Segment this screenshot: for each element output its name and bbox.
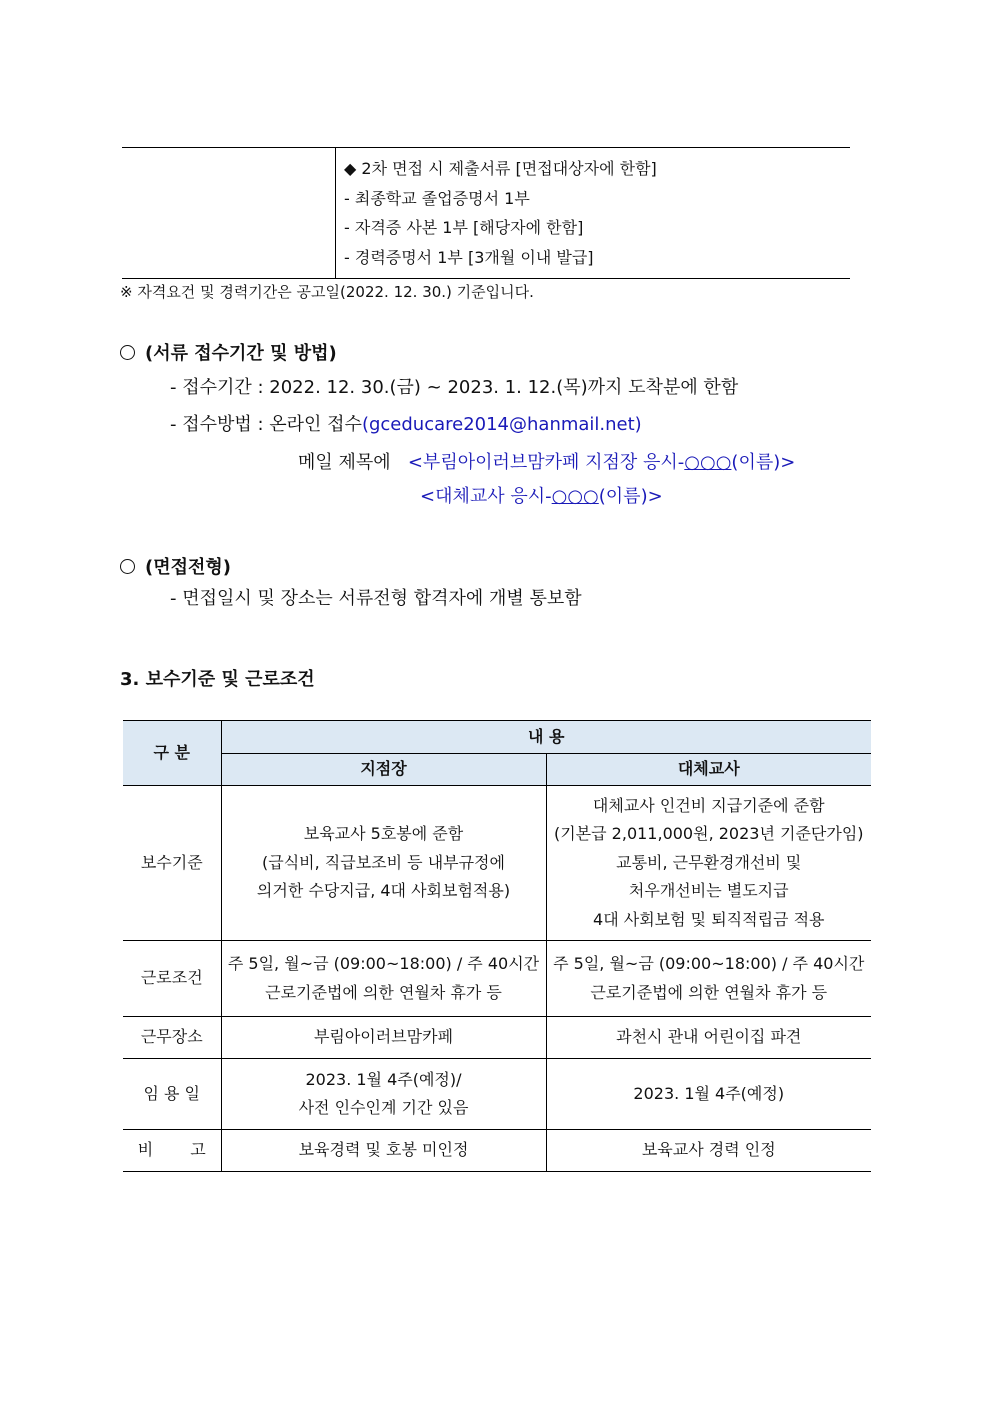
doc-line: - 자격증 사본 1부 [해당자에 한함]: [344, 218, 584, 237]
row-label: 근로조건: [123, 941, 221, 1017]
subject2-suffix: (이름)>: [598, 486, 663, 507]
circle-bullet-icon: [120, 559, 135, 574]
row-label: 보수기준: [123, 786, 221, 941]
submission-docs-cell: [344, 154, 657, 272]
interview-text: - 면접일시 및 장소는 서류전형 합격자에 개별 통보함: [170, 588, 582, 609]
section-docs-title: (서류 접수기간 및 방법): [145, 343, 337, 364]
row-label: 비 고: [123, 1130, 221, 1172]
table-cell: 2023. 1월 4주(예정): [546, 1059, 871, 1130]
subject2-prefix: <대체교사 응시-: [420, 486, 552, 507]
doc-line: - 경력증명서 1부 [3개월 이내 발급]: [344, 247, 594, 267]
section-docs-heading: [120, 339, 337, 365]
header-substitute-teacher: 대체교사: [546, 754, 871, 786]
header-content: 내 용: [221, 721, 871, 754]
table-cell: 주 5일, 월~금 (09:00~18:00) / 주 40시간 근로기준법에 의한 연월차 휴가 등: [546, 941, 871, 1017]
docs-period: - 접수기간 : 2022. 12. 30.(금) ~ 2023. 1. 12.(목)까지 도착분에 한함: [170, 377, 739, 398]
table-cell: 대체교사 인건비 지급기준에 준함 (기본급 2,011,000원, 2023년 기준단가임) 교통비, 근무환경개선비 및 처우개선비는 별도지급 4대 사회보험 및 퇴직적립금 적용: [546, 786, 871, 941]
table-cell: 보육경력 및 호봉 미인정: [221, 1130, 546, 1172]
table-cell: 보육교사 5호봉에 준함 (급식비, 직급보조비 등 내부규정에 의거한 수당지급, 4대 사회보험적용): [221, 786, 546, 941]
docs-method-prefix: - 접수방법 : 온라인 접수: [170, 414, 362, 435]
section-interview-heading: [120, 553, 231, 579]
row-label: 임 용 일: [123, 1059, 221, 1130]
table-cell: 2023. 1월 4주(예정)/ 사전 인수인계 기간 있음: [221, 1059, 546, 1130]
circle-bullet-icon: [120, 345, 135, 360]
subject1-prefix: <부림아이러브맘카페 지점장 응시-: [407, 452, 685, 473]
table-cell: 부림아이러브맘카페: [221, 1017, 546, 1059]
subject1-suffix: (이름)>: [731, 452, 796, 473]
doc-line: - 최종학교 졸업증명서 1부: [344, 188, 530, 208]
mail-subject-line1: [298, 448, 795, 474]
header-branch-manager: 지점장: [221, 754, 546, 786]
doc-line: ◆ 2차 면접 시 제출서류 [면접대상자에 한함]: [344, 159, 657, 178]
header-category: 구 분: [123, 721, 221, 786]
table-cell: 주 5일, 월~금 (09:00~18:00) / 주 40시간 근로기준법에 의한 연월차 휴가 등: [221, 941, 546, 1017]
docs-method-email: (gceducare2014@hanmail.net): [361, 414, 642, 435]
table-cell: 과천시 관내 어린이집 파견: [546, 1017, 871, 1059]
mail-subject-label: 메일 제목에: [298, 452, 391, 473]
docs-method: [170, 410, 642, 436]
compensation-table: [123, 720, 871, 1172]
table-divider: [335, 148, 336, 278]
subject2-mark: ○○○: [551, 486, 599, 507]
section-interview-title: (면접전형): [145, 557, 232, 578]
table-cell: 보육교사 경력 인정: [546, 1130, 871, 1172]
row-label: 근무장소: [123, 1017, 221, 1059]
subject1-mark: ○○○: [684, 452, 732, 473]
mail-subject-line2: [420, 482, 663, 508]
qualification-note: ※ 자격요건 및 경력기간은 공고일(2022. 12. 30.) 기준입니다.: [120, 283, 534, 301]
submission-docs-table: [122, 147, 850, 279]
section3-title: 3. 보수기준 및 근로조건: [120, 669, 315, 690]
